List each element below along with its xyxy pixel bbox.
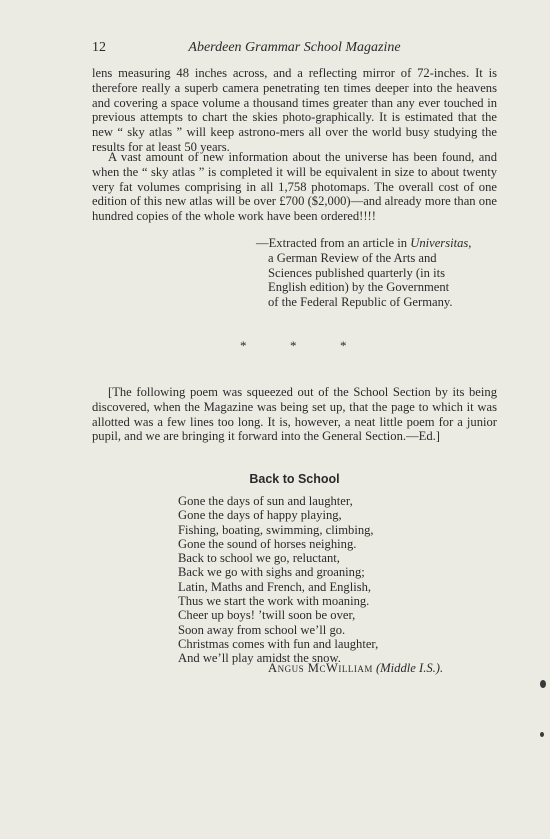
poem-line: Gone the days of sun and laughter, bbox=[178, 494, 353, 508]
poem-line: Gone the sound of horses neighing. bbox=[178, 536, 357, 551]
source-title: Universitas, bbox=[410, 236, 472, 250]
attribution-line: English edition) by the Government bbox=[268, 280, 450, 295]
poem-line: Fishing, boating, swimming, climbing, bbox=[178, 522, 374, 537]
poem-body bbox=[178, 494, 478, 666]
author-name: Angus McWilliam bbox=[268, 661, 373, 675]
body-paragraph: A vast amount of new information about the universe has been found, and when the “ sky atlas ” is completed it will be equivalent in size to about twenty very fat volumes comprising in all 1,758 photomaps. The overall cost of one edition of this new atlas will be over £700 ($2,000)—and already more than one hundred copies of the whole work have been ordered!!!! bbox=[92, 150, 497, 224]
poem-author bbox=[268, 661, 478, 676]
poem-line: Thus we start the work with moaning. bbox=[178, 594, 370, 609]
editor-note: [The following poem was squeezed out of the School Section by its being discovered, when the Magazine was being set up, that the page to which it was allotted was a few lines too long. It is, however, a neat little poem for a junior pupil, and we are bringing it forward into the General Section.—Ed.] bbox=[92, 385, 497, 444]
attribution-first-line bbox=[256, 236, 496, 251]
poem-line: Christmas comes with fun and laughter, bbox=[178, 636, 379, 651]
separator-asterisk: * bbox=[290, 338, 297, 353]
source-attribution bbox=[256, 236, 496, 310]
attribution-lead: —Extracted from an article in bbox=[256, 236, 411, 250]
attribution-line: Sciences published quarterly (in its bbox=[268, 265, 445, 280]
poem-line: Latin, Maths and French, and English, bbox=[178, 579, 372, 594]
poem-line: Gone the days of happy playing, bbox=[178, 508, 342, 523]
attribution-line: of the Federal Republic of Germany. bbox=[268, 295, 453, 310]
section-separator bbox=[240, 338, 360, 354]
margin-ink-mark bbox=[540, 680, 546, 688]
poem-line: And we’ll play amidst the snow. bbox=[178, 651, 341, 666]
margin-ink-mark bbox=[540, 732, 544, 737]
poem-line: Cheer up boys! ’twill soon be over, bbox=[178, 608, 356, 623]
attribution-line: a German Review of the Arts and bbox=[268, 250, 437, 265]
author-class: (Middle I.S.). bbox=[375, 661, 444, 675]
separator-asterisk: * bbox=[340, 338, 347, 353]
separator-asterisk: * bbox=[240, 338, 247, 353]
body-paragraph: lens measuring 48 inches across, and a reflecting mirror of 72-inches. It is therefore really a superb camera penetrating ten times deeper into the heavens and covering a space volume a thousand times greater than any ever touched in previous attempts to chart the skies photo-graphically. It is estimated that the new “ sky atlas ” will keep astrono-mers all over the world busy studying the results for at least 50 years. bbox=[92, 66, 497, 154]
poem-line: Back we go with sighs and groaning; bbox=[178, 565, 365, 580]
page-number: 12 bbox=[92, 40, 106, 55]
poem-line: Back to school we go, reluctant, bbox=[178, 551, 340, 566]
poem-title: Back to School bbox=[249, 472, 340, 486]
page-header bbox=[92, 40, 497, 58]
running-title: Aberdeen Grammar School Magazine bbox=[188, 40, 401, 55]
poem-line: Soon away from school we’ll go. bbox=[178, 622, 346, 637]
